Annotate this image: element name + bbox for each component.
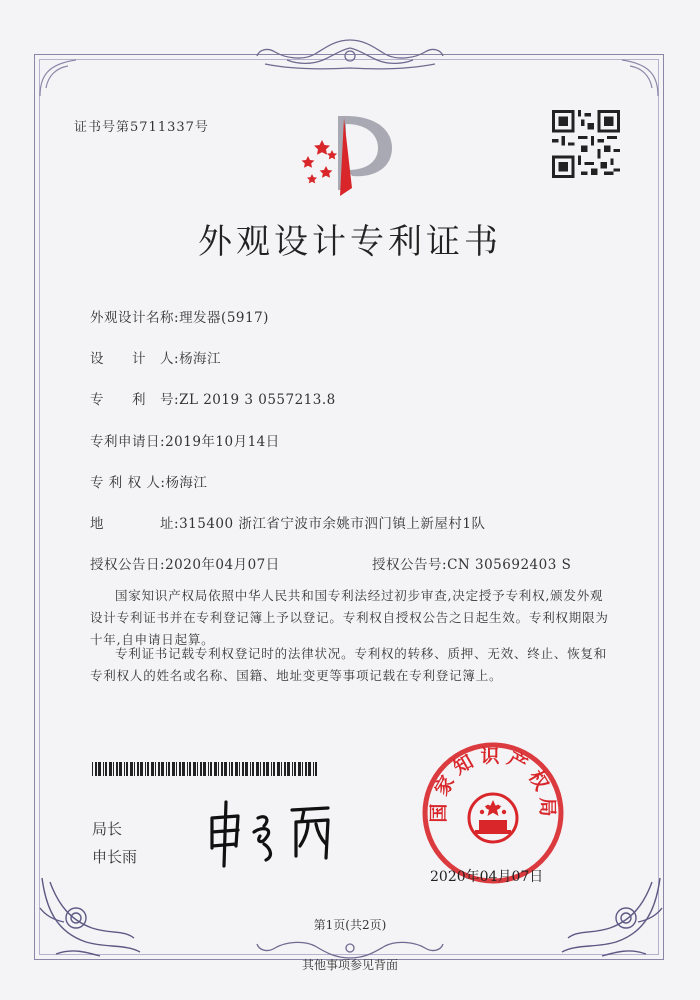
grant-date-value: 2020年04月07日	[165, 557, 280, 573]
qr-code	[552, 110, 620, 178]
bottom-note: 其他事项参见背面	[301, 958, 398, 972]
legal-status-paragraph: 专利证书记载专利权登记时的法律状况。专利权的转移、质押、无效、终止、恢复和专利权人的姓名或名称、国籍、地址变更等事项记载在专利登记簿上。	[90, 646, 608, 683]
filing-date-row	[90, 430, 280, 450]
top-ornament	[245, 34, 455, 74]
patent-number-value: ZL 2019 3 0557213.8	[179, 392, 336, 408]
corner-ornament-tl	[38, 58, 78, 98]
seal-date: 2020年04月07日	[430, 869, 544, 885]
design-name-value: 理发器(5917)	[179, 310, 269, 326]
signature-title: 局长	[92, 820, 123, 838]
filing-date-label: 专利申请日:	[90, 434, 166, 450]
grant-number-label: 授权公告号:	[372, 557, 448, 573]
patent-office-logo	[296, 110, 396, 200]
seal-text: 国家知识产权局	[427, 745, 559, 823]
barcode	[92, 762, 320, 776]
patentee-label: 专 利 权 人:	[90, 475, 166, 491]
designer-row	[90, 347, 221, 367]
grant-date-row	[90, 553, 280, 573]
corner-ornament-tr	[620, 58, 660, 98]
corner-flourish-br	[556, 868, 666, 958]
designer-value: 杨海江	[179, 351, 222, 367]
certificate-number: 证书号第5711337号	[74, 120, 209, 135]
grant-number-value: CN 305692403 S	[447, 557, 572, 573]
signatory-name: 申长雨	[92, 848, 138, 866]
grant-statement-paragraph: 国家知识产权局依照中华人民共和国专利法经过初步审查,决定授予专利权,颁发外观设计专利证书并在专利登记簿上予以登记。专利权自授权公告之日起生效。专利权期限为十年,自申请日起算。	[90, 588, 609, 647]
patent-number-label: 专 利 号:	[90, 392, 180, 408]
patentee-value: 杨海江	[165, 475, 208, 491]
address-value: 315400 浙江省宁波市余姚市泗门镇上新屋村1队	[179, 516, 486, 532]
grant-number-row	[372, 553, 571, 573]
filing-date-value: 2019年10月14日	[165, 434, 280, 450]
corner-flourish-bl	[36, 868, 146, 958]
certificate-title: 外观设计专利证书	[198, 222, 502, 262]
address-label: 地 址:	[90, 516, 180, 532]
national-emblem-icon	[469, 794, 517, 842]
page-indicator: 第1页(共2页)	[313, 918, 387, 932]
address-row	[90, 512, 485, 532]
patent-number-row	[90, 388, 336, 408]
handwritten-signature	[204, 796, 364, 870]
grant-date-label: 授权公告日:	[90, 557, 166, 573]
design-name-label: 外观设计名称:	[90, 310, 180, 326]
patentee-row	[90, 471, 207, 491]
designer-label: 设 计 人:	[90, 351, 180, 367]
design-name-row	[90, 306, 269, 326]
